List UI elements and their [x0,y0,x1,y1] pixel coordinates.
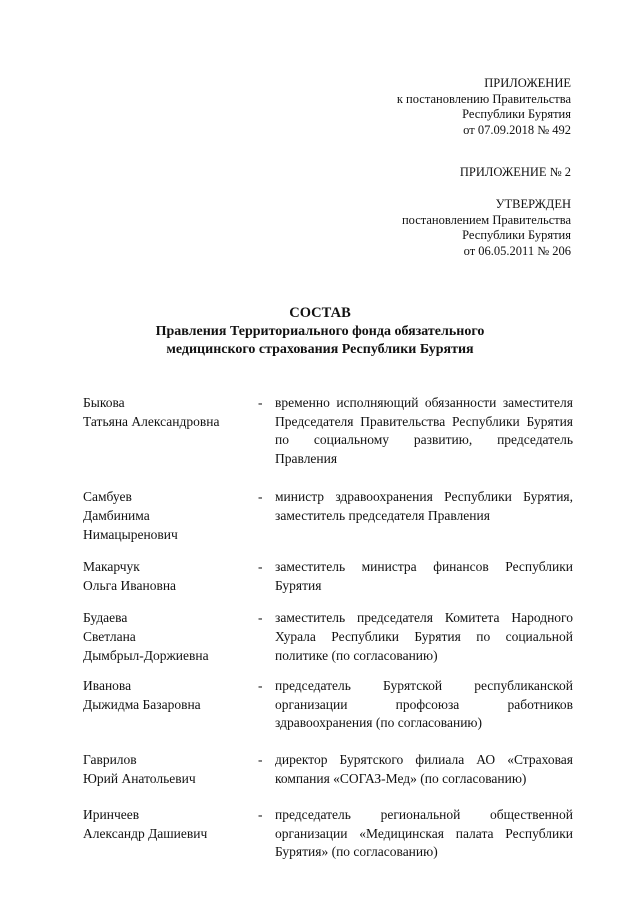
member-given-names: Александр Дашиевич [83,825,208,841]
title-main: СОСТАВ [289,305,351,321]
member-row [83,677,573,733]
member-row [83,609,573,665]
approved-title: УТВЕРЖДЕН [495,197,571,211]
appendix-2-header [460,165,571,181]
member-role: министр здравоохранения Республики Бурятия, заместитель председателя Правления [275,489,573,523]
member-role: председатель региональной общественной организации «Медицинская палата Республики Бурятия» (по согласованию) [275,807,573,860]
appendix-title: ПРИЛОЖЕНИЕ [484,76,571,90]
title-subtitle-line-1: Правления Территориального фонда обязательного [155,324,485,339]
member-role: председатель Бурятской республиканской организации профсоюза работников здравоохранения (по согласованию) [275,678,573,731]
member-name [83,488,258,544]
member-surname: Иринчеев [83,807,140,823]
member-row [83,751,573,788]
member-surname: Иванова [83,678,132,694]
member-given-names: Ольга Ивановна [83,577,177,593]
member-dash: - [258,395,263,410]
member-surname: Гаврилов [83,751,137,767]
title-subtitle-line-2: медицинского страхования Республики Бурятия [166,342,474,357]
member-given-names: Дыжидма Базаровна [83,696,201,712]
member-dash: - [258,489,263,505]
member-surname: Быкова [83,395,125,410]
member-surname: Самбуев [83,489,132,505]
member-patronymic: Дымбрыл-Доржиевна [83,647,209,663]
member-dash: - [258,751,263,767]
member-given-names: Татьяна Александровна [83,413,220,429]
member-name [83,394,258,468]
member-dash: - [258,807,263,823]
appendix-reference: к постановлению Правительства [396,91,571,106]
approved-date-number: от 06.05.2011 № 206 [463,243,571,258]
member-given-names: Юрий Анатольевич [83,770,196,786]
member-given-name: Дамбинима [83,507,150,523]
appendix-reference-region: Республики Бурятия [462,107,571,122]
member-role: директор Бурятского филиала АО «Страховая компания «СОГАЗ-Мед» (по согласованию) [275,751,573,786]
member-name [83,751,258,788]
appendix-2-title: ПРИЛОЖЕНИЕ № 2 [459,165,571,179]
member-name [83,806,258,862]
member-row [83,394,573,468]
member-role: заместитель министра финансов Республики Бурятия [275,559,573,593]
member-name [83,558,258,595]
member-surname: Будаева [83,610,128,626]
member-given-name: Светлана [83,628,136,644]
member-row [83,558,573,595]
member-dash: - [258,610,263,626]
member-row [83,806,573,862]
member-patronymic: Нимацыренович [83,526,178,542]
member-surname: Макарчук [83,559,140,575]
appendix-header [397,76,571,138]
approved-reference: постановлением Правительства [401,212,571,227]
approved-block [402,197,571,259]
member-name [83,677,258,733]
member-dash: - [258,678,263,694]
member-list [83,394,573,862]
member-name [83,609,258,665]
approved-reference-region: Республики Бурятия [462,228,571,243]
member-role: заместитель председателя Комитета Народного Хурала Республики Бурятия по социальной политике (по согласованию) [275,610,573,663]
document-title [60,304,580,359]
member-role: временно исполняющий обязанности заместителя Председателя Правительства Республики Бурятия по социальному развитию, председатель Правления [275,395,573,466]
member-row [83,488,573,544]
member-dash: - [258,559,263,575]
appendix-date-number: от 07.09.2018 № 492 [463,122,571,137]
